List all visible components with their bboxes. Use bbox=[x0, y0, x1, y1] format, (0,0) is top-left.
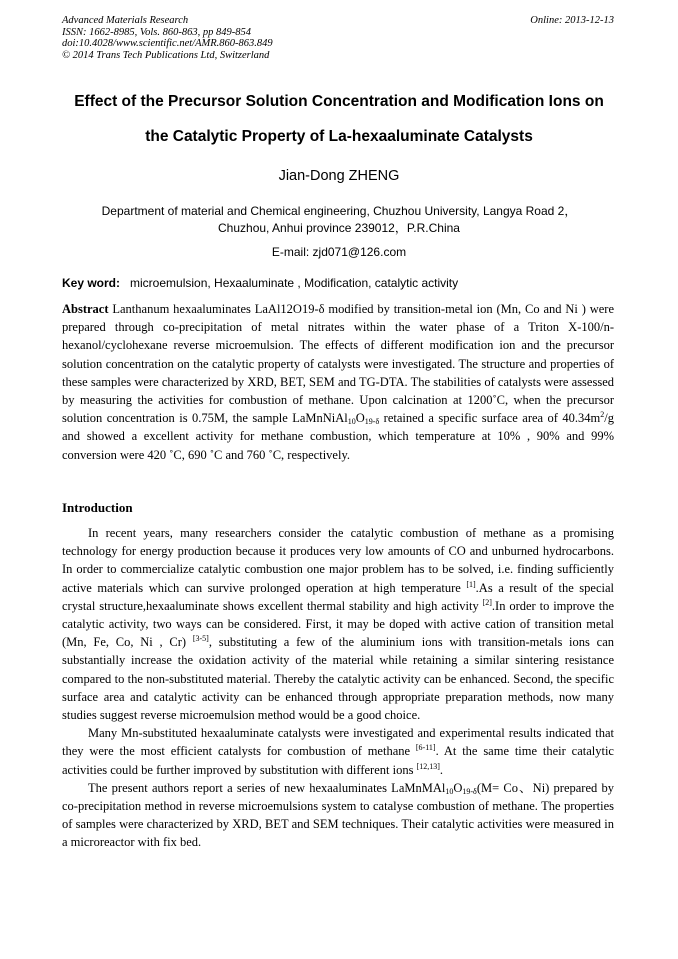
abstract-paragraph bbox=[62, 300, 614, 464]
citation-ref: [6-11] bbox=[415, 743, 436, 753]
abstract-subscript-1: 10 bbox=[347, 417, 356, 427]
introduction-body bbox=[62, 524, 614, 852]
abstract-subscript-2: 19-δ bbox=[364, 417, 380, 427]
abstract-label: Abstract bbox=[62, 302, 109, 316]
copyright-line: © 2014 Trans Tech Publications Ltd, Switzerland bbox=[62, 49, 270, 61]
abstract-superscript-1: 2 bbox=[600, 410, 605, 420]
keywords bbox=[62, 276, 614, 290]
keywords-label: Key word: bbox=[62, 276, 121, 290]
abstract-text-2: O bbox=[355, 411, 365, 426]
intro-p3-text-a: The present authors report a series of new hexaaluminates LaMnMAl bbox=[88, 780, 446, 795]
citation-ref: [3-5] bbox=[192, 634, 209, 644]
intro-p1-text-d: , substituting a few of the aluminium ions with transition-metals ions can substantially increase the oxidation activity of the material while retaining a similar sintering resistance compared to the non-substituted material. Thereby the catalytic activity can be enhanced. Second, the specific surface area and catalytic activity can be enhanced through appropriate preparation methods, now many studies suggest reverse microemulsion method would be a good choice. bbox=[62, 635, 615, 723]
intro-paragraph-1 bbox=[62, 524, 614, 724]
citation-ref: [12,13] bbox=[416, 761, 440, 771]
abstract-text-4: /g and showed a excellent activity for methane combustion, which temperature at 10% , 90% and 99% conversion were 420 ˚C, 690 ˚C and 760 ˚C, respectively. bbox=[62, 411, 614, 462]
author-name: Jian-Dong ZHENG bbox=[278, 168, 400, 184]
intro-p1-text-c: .In order to improve the catalytic activity, two ways can be considered. First, it may be doped with active cation of transition metal (Mn, Fe, Co, Ni , Cr) bbox=[62, 598, 615, 650]
affiliation-line-1: Department of material and Chemical engineering, Chuzhou University, Langya Road 2， bbox=[101, 204, 577, 218]
citation-ref: [1] bbox=[466, 579, 476, 589]
formula-subscript: 10 bbox=[445, 786, 454, 796]
online-date: Online: 2013-12-13 bbox=[530, 15, 614, 26]
intro-p1-text-b: .As a result of the special crystal structure,hexaaluminate shows excellent thermal stability and high activity bbox=[62, 580, 614, 613]
paper-title-line-2: the Catalytic Property of La-hexaaluminate Catalysts bbox=[145, 128, 533, 145]
section-heading-introduction: Introduction bbox=[62, 500, 133, 515]
intro-p2-text-c: . bbox=[439, 762, 444, 777]
intro-p2-text-a: Many Mn-substituted hexaaluminate catalysts were investigated and experimental results indicated that they were the most efficient catalysts for combustion of methane bbox=[62, 726, 614, 759]
issn-line: ISSN: 1662-8985, Vols. 860-863, pp 849-854 bbox=[62, 26, 251, 38]
intro-p1-text-a: In recent years, many researchers consider the catalytic combustion of methane as a promising technology for energy production because it produces very low amounts of CO and unburned hydrocarbons. In order to commercialize catalytic combustion one major problem has to be solved, i.e. finding sufficiently active materials which can survive prolonged operation at high temperature bbox=[62, 526, 614, 595]
abstract-text-1: Lanthanum hexaaluminates LaAl12O19-δ modified by transition-metal ion (Mn, Co and Ni ) were prepared through co-precipitation of metal nitrates within the water phase of a Triton X-100/n-hexanol/cyclohexane reverse microemulsion. The effects of different modification ion and the precursor solution concentration on the catalytic property of catalysts were investigated. The structure and properties of these samples were characterized by XRD, BET, SEM and TG-DTA. The stabilities of catalysts were assessed by measuring the activities for combustion of methane. Upon calcination at 1200˚C, when the precursor solution concentration is 0.75M, the sample LaMnNiAl bbox=[62, 302, 614, 426]
intro-paragraph-3 bbox=[62, 779, 614, 852]
keywords-text: microemulsion, Hexaaluminate , Modification, catalytic activity bbox=[130, 276, 459, 290]
journal-name: Advanced Materials Research bbox=[62, 15, 189, 26]
citation-ref: [2] bbox=[482, 597, 492, 607]
abstract-text-3: retained a specific surface area of 40.34m bbox=[379, 411, 601, 426]
affiliation-line-2: Chuzhou, Anhui province 239012，P.R.China bbox=[218, 221, 460, 235]
doi-line[interactable]: doi:10.4028/www.scientific.net/AMR.860-863.849 bbox=[62, 38, 273, 49]
journal-header bbox=[62, 15, 273, 61]
intro-p2-text-b: . At the same time their catalytic activities could be further improved by substitution with different ions bbox=[62, 744, 614, 777]
author-email[interactable]: E-mail: zjd071@126.com bbox=[271, 245, 407, 259]
intro-paragraph-2 bbox=[62, 724, 614, 779]
formula-subscript: 19-δ bbox=[462, 786, 477, 796]
intro-p3-text-c: (M= Co、Ni) prepared by co-precipitation method in reverse microemulsions system to catalyse combustion of methane. The properties of samples were characterized by XRD, BET and SEM techniques. Their catalytic activities were measured in a microreactor with fix bed. bbox=[62, 780, 614, 850]
intro-p3-text-b: O bbox=[453, 780, 463, 795]
paper-title-line-1: Effect of the Precursor Solution Concentration and Modification Ions on bbox=[74, 93, 604, 110]
